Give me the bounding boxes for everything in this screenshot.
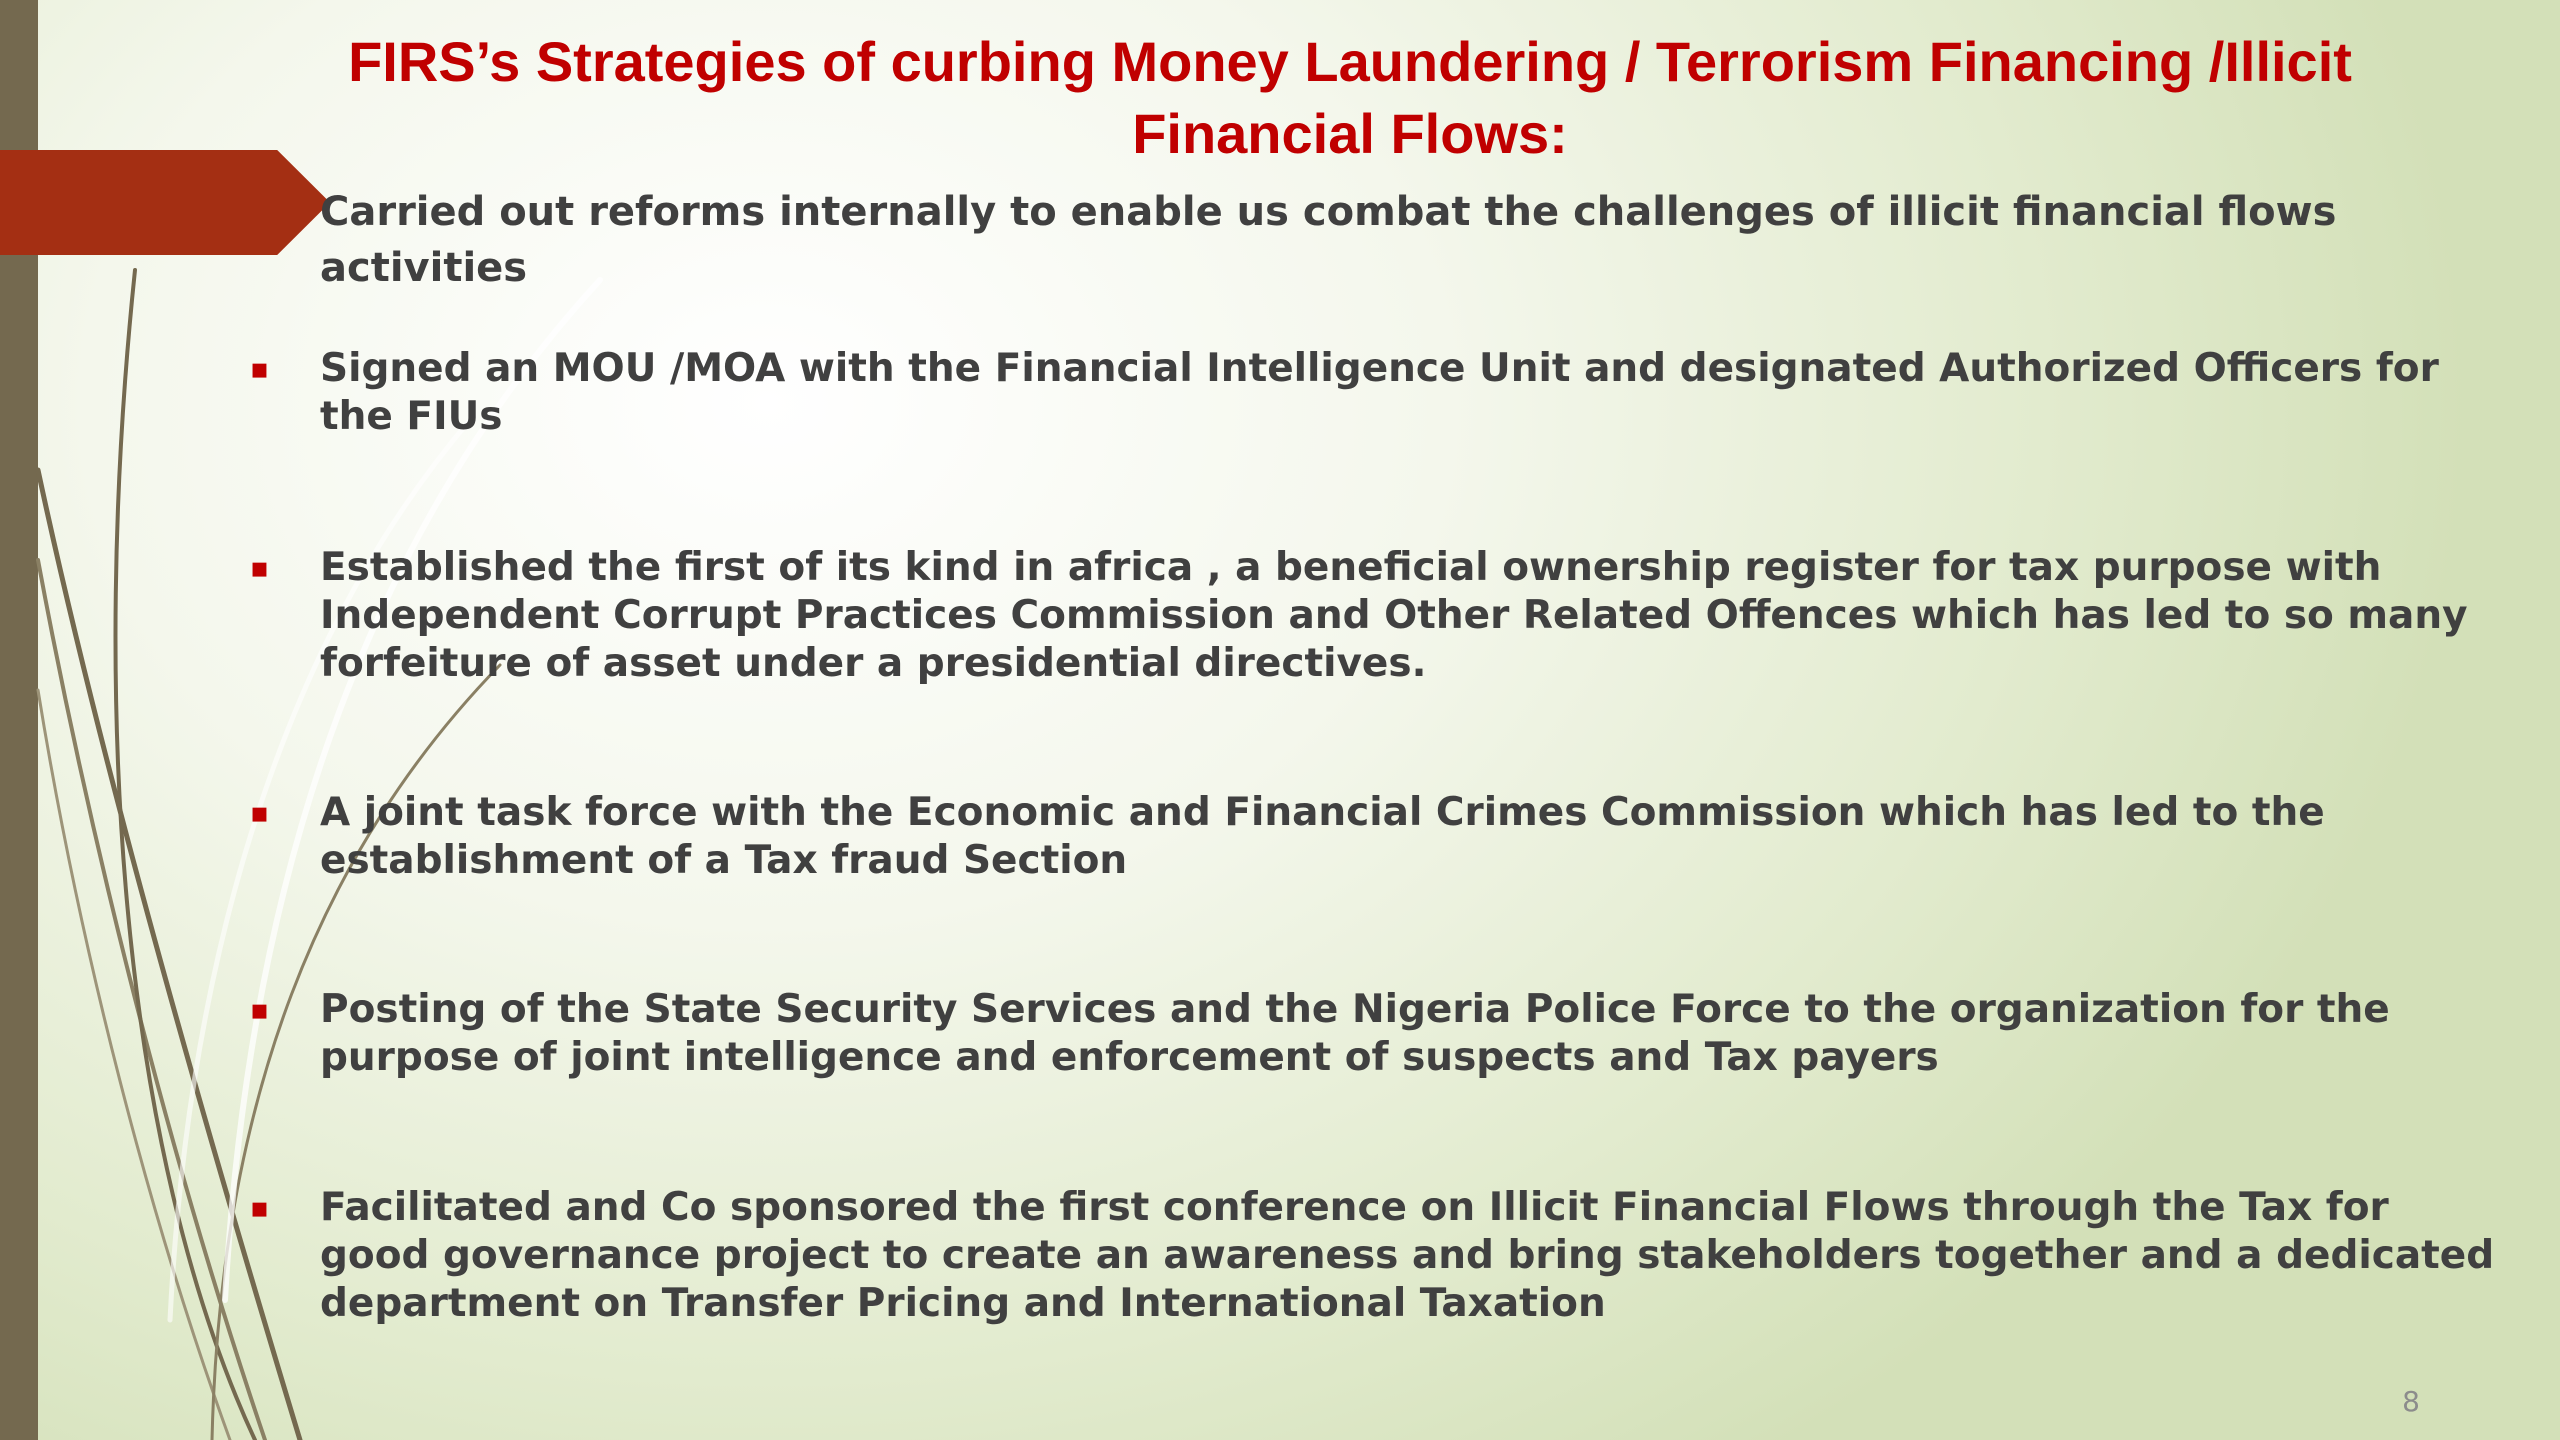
bullet-item-mou bbox=[250, 345, 2500, 441]
bullet-marker: ▪ bbox=[250, 993, 269, 1026]
bullet-item-joint-task-force bbox=[250, 789, 2500, 885]
bullet-text: Facilitated and Co sponsored the first conference on Illicit Financial Flows through the Tax for good governance project to create an awareness and bring stakeholders together and a dedicated department on Transfer Pricing and International Taxation bbox=[320, 1185, 2495, 1326]
bullet-marker: ▪ bbox=[250, 1191, 269, 1224]
slide-title: FIRS’s Strategies of curbing Money Laundering / Terrorism Financing /Illicit Financial Flows: bbox=[348, 30, 2352, 165]
bullet-text: Established the first of its kind in africa , a beneficial ownership register for tax purpose with Independent Corrupt Practices Commission and Other Related Offences which has led to so many forfeiture of asset under a presidential directives. bbox=[320, 545, 2468, 686]
lead-statement: Carried out reforms internally to enable us combat the challenges of illicit financial flows activities bbox=[320, 189, 2337, 291]
bullet-text: A joint task force with the Economic and Financial Crimes Commission which has led to the establishment of a Tax fraud Section bbox=[320, 790, 2325, 883]
page-number: 8 bbox=[2402, 1385, 2420, 1418]
bullet-marker: ▪ bbox=[250, 796, 269, 829]
bullet-item-beneficial-ownership bbox=[250, 544, 2500, 688]
bullet-text: Posting of the State Security Services and the Nigeria Police Force to the organization for the purpose of joint intelligence and enforcement of suspects and Tax payers bbox=[320, 987, 2390, 1080]
bullet-item-conference bbox=[250, 1184, 2500, 1328]
bullet-text: Signed an MOU /MOA with the Financial Intelligence Unit and designated Authorized Officers for the FIUs bbox=[320, 346, 2439, 439]
bullet-marker: ▪ bbox=[250, 352, 269, 385]
bullet-marker: ▪ bbox=[250, 551, 269, 584]
bullet-item-security-posting bbox=[250, 986, 2500, 1082]
